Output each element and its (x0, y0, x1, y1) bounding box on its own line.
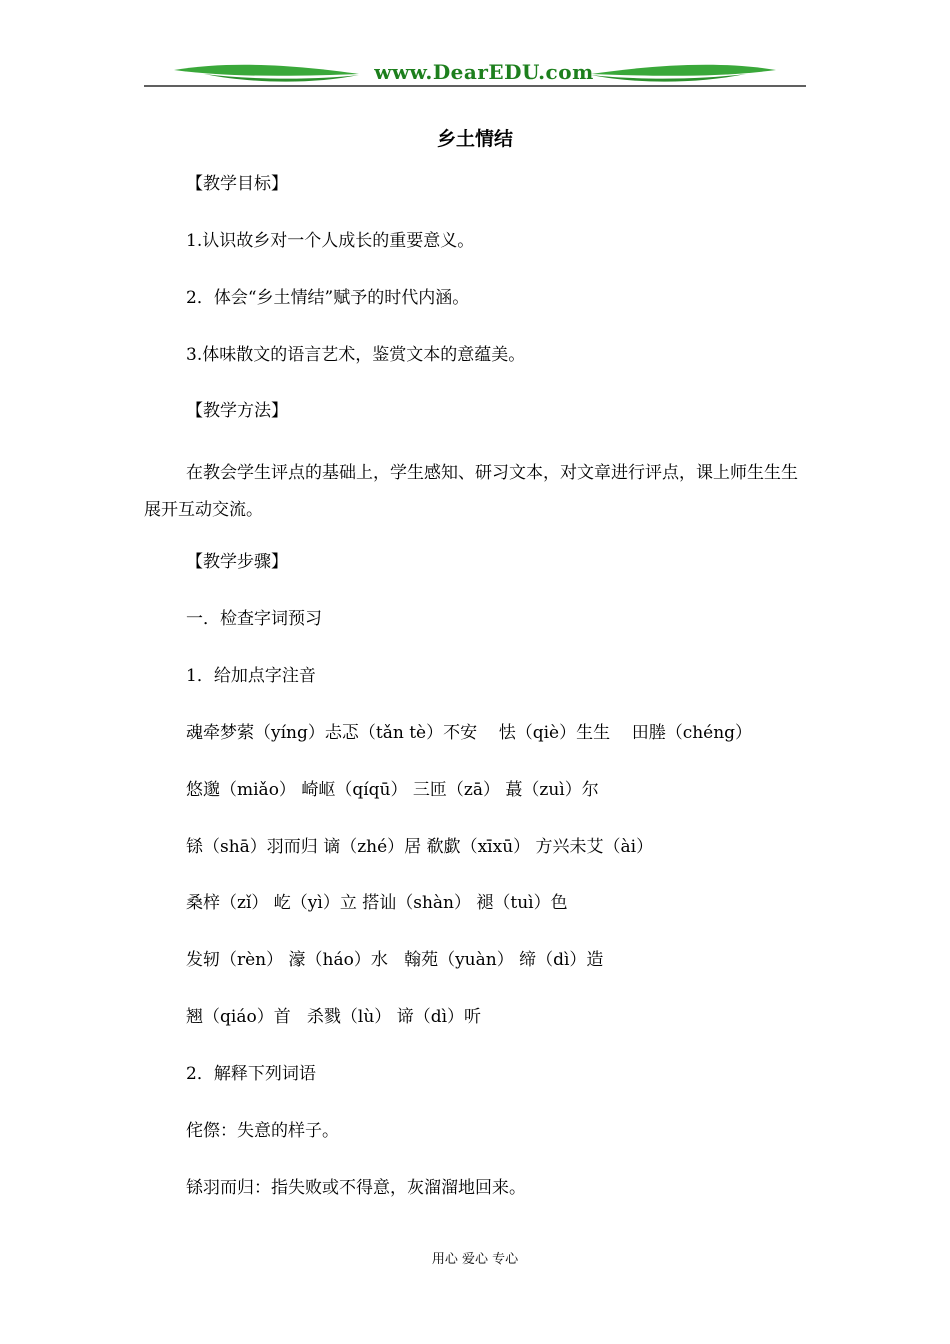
definition-item-1: 侘傺：失意的样子。 (186, 1121, 339, 1141)
site-logo-text: www.DearEDU.com (374, 60, 594, 84)
document-title: 乡土情结 (436, 128, 513, 150)
goal-item-1: 1.认识故乡对一个人成长的重要意义。 (186, 231, 475, 251)
goal-item-2: 2．体会“乡土情结”赋予的时代内涵。 (186, 288, 470, 308)
pinyin-line-4: 桑梓（zǐ） 屹（yì）立 搭讪（shàn） 褪（tuì）色 (186, 893, 568, 913)
step-1-heading: 一．检查字词预习 (186, 609, 322, 629)
steps-heading: 【教学步骤】 (186, 552, 288, 572)
method-paragraph: 在教会学生评点的基础上，学生感知、研习文本，对文章进行评点，课上师生生生展开互动交流。 (144, 463, 798, 520)
pinyin-line-5: 发轫（rèn） 濠（háo）水 翰苑（yuàn） 缔（dì）造 (186, 950, 604, 970)
pinyin-line-2: 悠邈（miǎo） 崎岖（qíqū） 三匝（zā） 蕞（zuì）尔 (186, 780, 599, 800)
sub-heading-pinyin: 1．给加点字注音 (186, 666, 316, 686)
method-heading: 【教学方法】 (186, 401, 288, 421)
page-footer: 用心 爱心 专心 (431, 1252, 519, 1267)
pinyin-line-1: 魂牵梦萦（yíng）忐忑（tǎn tè）不安 怯（qiè）生生 田塍（chéng） (186, 723, 753, 743)
definition-item-2: 铩羽而归：指失败或不得意，灰溜溜地回来。 (186, 1178, 526, 1198)
sub-heading-definitions: 2．解释下列词语 (186, 1064, 316, 1084)
goal-item-3: 3.体味散文的语言艺术，鉴赏文本的意蕴美。 (186, 345, 526, 365)
pinyin-line-6: 翘（qiáo）首 杀戮（lù） 谛（dì）听 (186, 1007, 482, 1027)
site-header-banner (144, 58, 806, 90)
pinyin-line-3: 铩（shā）羽而归 谪（zhé）居 欷歔（xīxū） 方兴未艾（ài） (186, 837, 654, 857)
goals-heading: 【教学目标】 (186, 174, 288, 194)
